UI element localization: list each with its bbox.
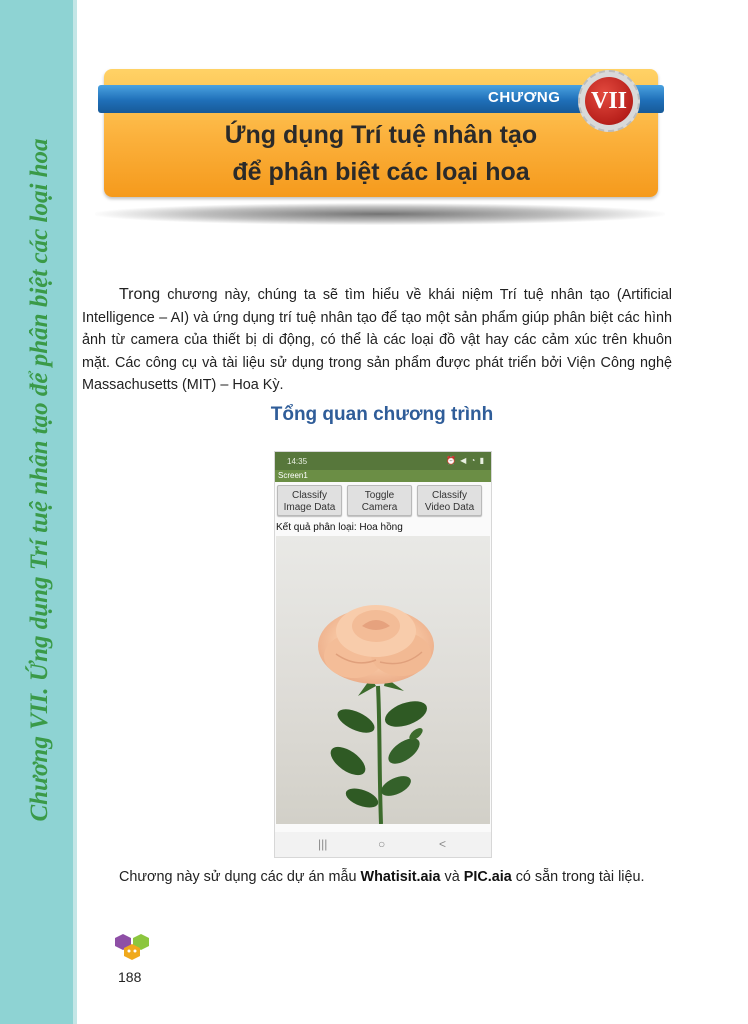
- classify-image-button[interactable]: Classify Image Data: [277, 485, 342, 516]
- outro-suffix: có sẵn trong tài liệu.: [511, 869, 645, 885]
- toggle-camera-button[interactable]: Toggle Camera: [347, 485, 412, 516]
- chapter-number: VII: [585, 77, 633, 125]
- chapter-title: [104, 117, 658, 191]
- file-pic: PIC.aia: [463, 869, 512, 885]
- sidebar-edge: [73, 0, 77, 1024]
- rose-image: [276, 536, 490, 824]
- file-whatisit: Whatisit.aia: [360, 869, 441, 885]
- status-bar: [275, 452, 491, 470]
- outro-middle: và: [440, 869, 464, 885]
- chapter-title-line-2: để phân biệt các loại hoa: [232, 158, 530, 186]
- rose-photo: [276, 536, 490, 824]
- status-time: 14:35: [287, 457, 308, 466]
- status-icons: ⏰ ◀ ◔ ▮: [445, 456, 485, 465]
- section-heading: Tổng quan chương trình: [270, 404, 494, 425]
- intro-first-word: Trong: [119, 286, 161, 303]
- chapter-label: CHƯƠNG: [488, 89, 561, 106]
- back-button[interactable]: <: [439, 837, 447, 851]
- banner-shadow: [95, 203, 665, 225]
- publisher-logo-icon: [113, 932, 153, 971]
- home-button[interactable]: ○: [378, 837, 386, 851]
- closing-sentence: [119, 869, 645, 885]
- android-nav-bar: [275, 832, 491, 857]
- sidebar-chapter-title: Chương VII. Ứng dụng Trí tuệ nhân tạo để phân biệt các loại hoa: [26, 138, 53, 822]
- page-number: 188: [118, 969, 142, 985]
- recent-apps-button[interactable]: |||: [318, 837, 328, 851]
- intro-text: chương này, chúng ta sẽ tìm hiểu về khái niệm Trí tuệ nhân tạo (Artificial Intelligence – AI) và ứng dụng trí tuệ nhân tạo để tạo một sản phẩm giúp phân biệt các hình ảnh từ camera của thiết bị di động, có thể là các loại đồ vật hay các cảm xúc trên khuôn mặt. Các công cụ và tài liệu sử dụng trong sản phẩm được phát triển bởi Viện Công nghệ Massachusetts (MIT) – Hoa Kỳ.: [82, 287, 672, 393]
- classify-video-button[interactable]: Classify Video Data: [417, 485, 482, 516]
- classification-result: Kết quả phân loại: Hoa hồng: [276, 522, 403, 533]
- intro-paragraph: [82, 284, 672, 397]
- outro-prefix: Chương này sử dụng các dự án mẫu: [119, 869, 361, 885]
- phone-screenshot: [274, 451, 492, 858]
- screen-title: Screen1: [278, 471, 308, 480]
- app-title-bar: [275, 470, 491, 482]
- chapter-title-line-1: Ứng dụng Trí tuệ nhân tạo: [224, 121, 538, 149]
